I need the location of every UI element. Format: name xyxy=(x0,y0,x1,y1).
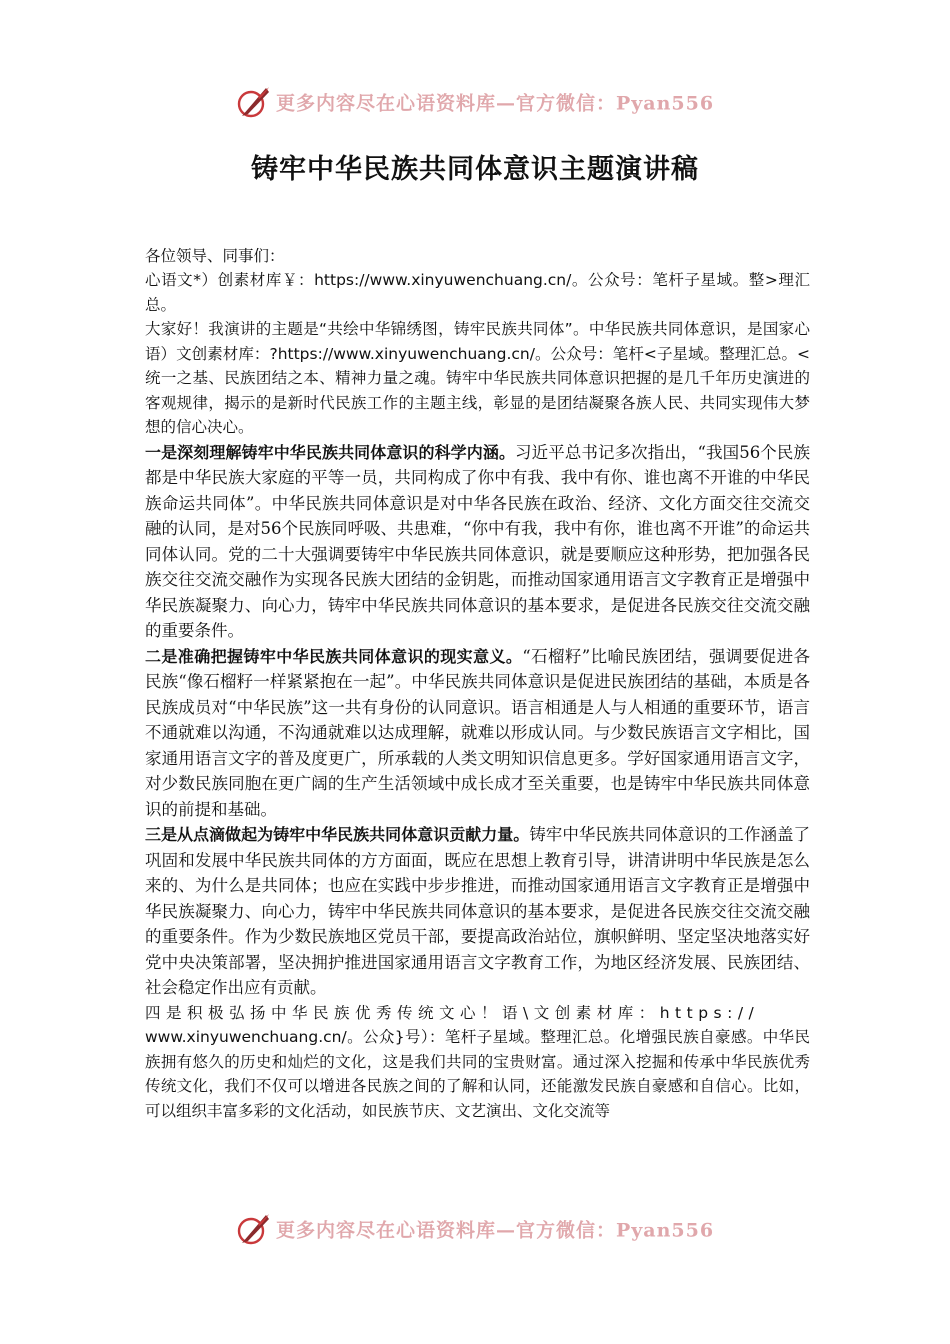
footer-banner-text: 更多内容尽在心语资料库—官方微信：Pyan556 xyxy=(275,1219,715,1242)
section-3-body: 铸牢中华民族共同体意识的工作涵盖了巩固和发展中华民族共同体的方方面面，既应在思想上教育引导，讲清讲明中华民族是怎么来的、为什么是共同体；也应在实践中步步推进，而推动国家通用语言文字教育正是增强中华民族凝聚力、向心力，铸牢中华民族共同体意识的基本要求，是促进各民族交往交流交融的重要条件。作为少数民族地区党员干部，要提高政治站位，旗帜鲜明、坚定坚决地落实好党中央决策部署，坚决拥护推进国家通用语言文字教育工作，为地区经济发展、民族团结、社会稳定作出应有贡献。 xyxy=(145,825,810,997)
section-1-paragraph xyxy=(145,440,810,644)
section-1-body: 习近平总书记多次指出，“我国56个民族都是中华民族大家庭的平等一员，共同构成了你中有我、我中有你、谁也离不开谁的中华民族命运共同体”。中华民族共同体意识是对中华各民族在政治、经济、文化方面交往交流交融的认同，是对56个民族同呼吸、共患难，“你中有我，我中有你，谁也离不开谁”的命运共同体认同。党的二十大强调要铸牢中华民族共同体意识，就是要顺应这种形势，把加强各民族交往交流交融作为实现各民族大团结的金钥匙，而推动国家通用语言文字教育正是增强中华民族凝聚力、向心力，铸牢中华民族共同体意识的基本要求，是促进各民族交往交流交融的重要条件。 xyxy=(145,442,810,640)
section-2-heading: 二是准确把握铸牢中华民族共同体意识的现实意义。 xyxy=(145,646,523,666)
section-1-heading: 一是深刻理解铸牢中华民族共同体意识的科学内涵。 xyxy=(145,442,516,462)
greeting: 各位领导、同事们： xyxy=(145,247,285,265)
section-3-paragraph xyxy=(145,822,810,1001)
header-banner-text: 更多内容尽在心语资料库—官方微信：Pyan556 xyxy=(275,92,715,115)
source-note: 心语文*）创素材库￥：https://www.xinyuwenchuang.cn/。公众号：笔杆子星域。整>理汇总。 xyxy=(145,271,810,314)
page-title: 铸牢中华民族共同体意识主题演讲稿 xyxy=(251,154,699,185)
section-4-heading: 四是积极弘扬中华民族优秀传统文心！语\文创素材库：https:// xyxy=(145,1003,760,1022)
section-3-heading: 三是从点滴做起为铸牢中华民族共同体意识贡献力量。 xyxy=(145,825,530,844)
section-4-body: www.xinyuwenchuang.cn/。公众}号）：笔杆子星域。整理汇总。化增强民族自豪感。中华民族拥有悠久的历史和灿烂的文化，这是我们共同的宝贵财富。通过深入挖掘和传承中华民族优秀传统文化，我们不仅可以增进各民族之间的了解和认同，还能激发民族自豪感和自信心。比如，可以组织丰富多彩的文化活动，如民族节庆、文艺演出、文化交流等 xyxy=(145,1028,810,1120)
document-body xyxy=(145,244,810,1123)
quill-pen-logo-icon xyxy=(236,84,272,120)
intro-paragraph: 大家好！我演讲的主题是“共绘中华锦绣图，铸牢民族共同体”。中华民族共同体意识，是国家心语）文创素材库：?https://www.xinyuwenchuang.cn/。公众号：笔杆<子星域。整理汇总。<统一之基、民族团结之本、精神力量之魂。铸牢中华民族共同体意识把握的是几千年历史演进的客观规律，揭示的是新时代民族工作的主题主线，彰显的是团结凝聚各族人民、共同实现伟大梦想的信心决心。 xyxy=(145,320,810,436)
section-2-paragraph xyxy=(145,644,810,823)
footer-banner xyxy=(0,1211,950,1251)
quill-pen-logo-icon xyxy=(236,1211,272,1247)
section-4-paragraph xyxy=(145,1001,810,1124)
header-banner xyxy=(0,84,950,124)
section-2-body: “石榴籽”比喻民族团结，强调要促进各民族“像石榴籽一样紧紧抱在一起”。中华民族共同体意识是促进民族团结的基础，本质是各民族成员对“中华民族”这一共有身份的认同意识。语言相通是人与人相通的重要环节，语言不通就难以沟通，不沟通就难以达成理解，就难以形成认同。与少数民族语言文字相比，国家通用语言文字的普及度更广，所承载的人类文明知识信息更多。学好国家通用语言文字，对少数民族同胞在更广阔的生产生活领域中成长成才至关重要，也是铸牢中华民族共同体意识的前提和基础。 xyxy=(145,646,810,819)
